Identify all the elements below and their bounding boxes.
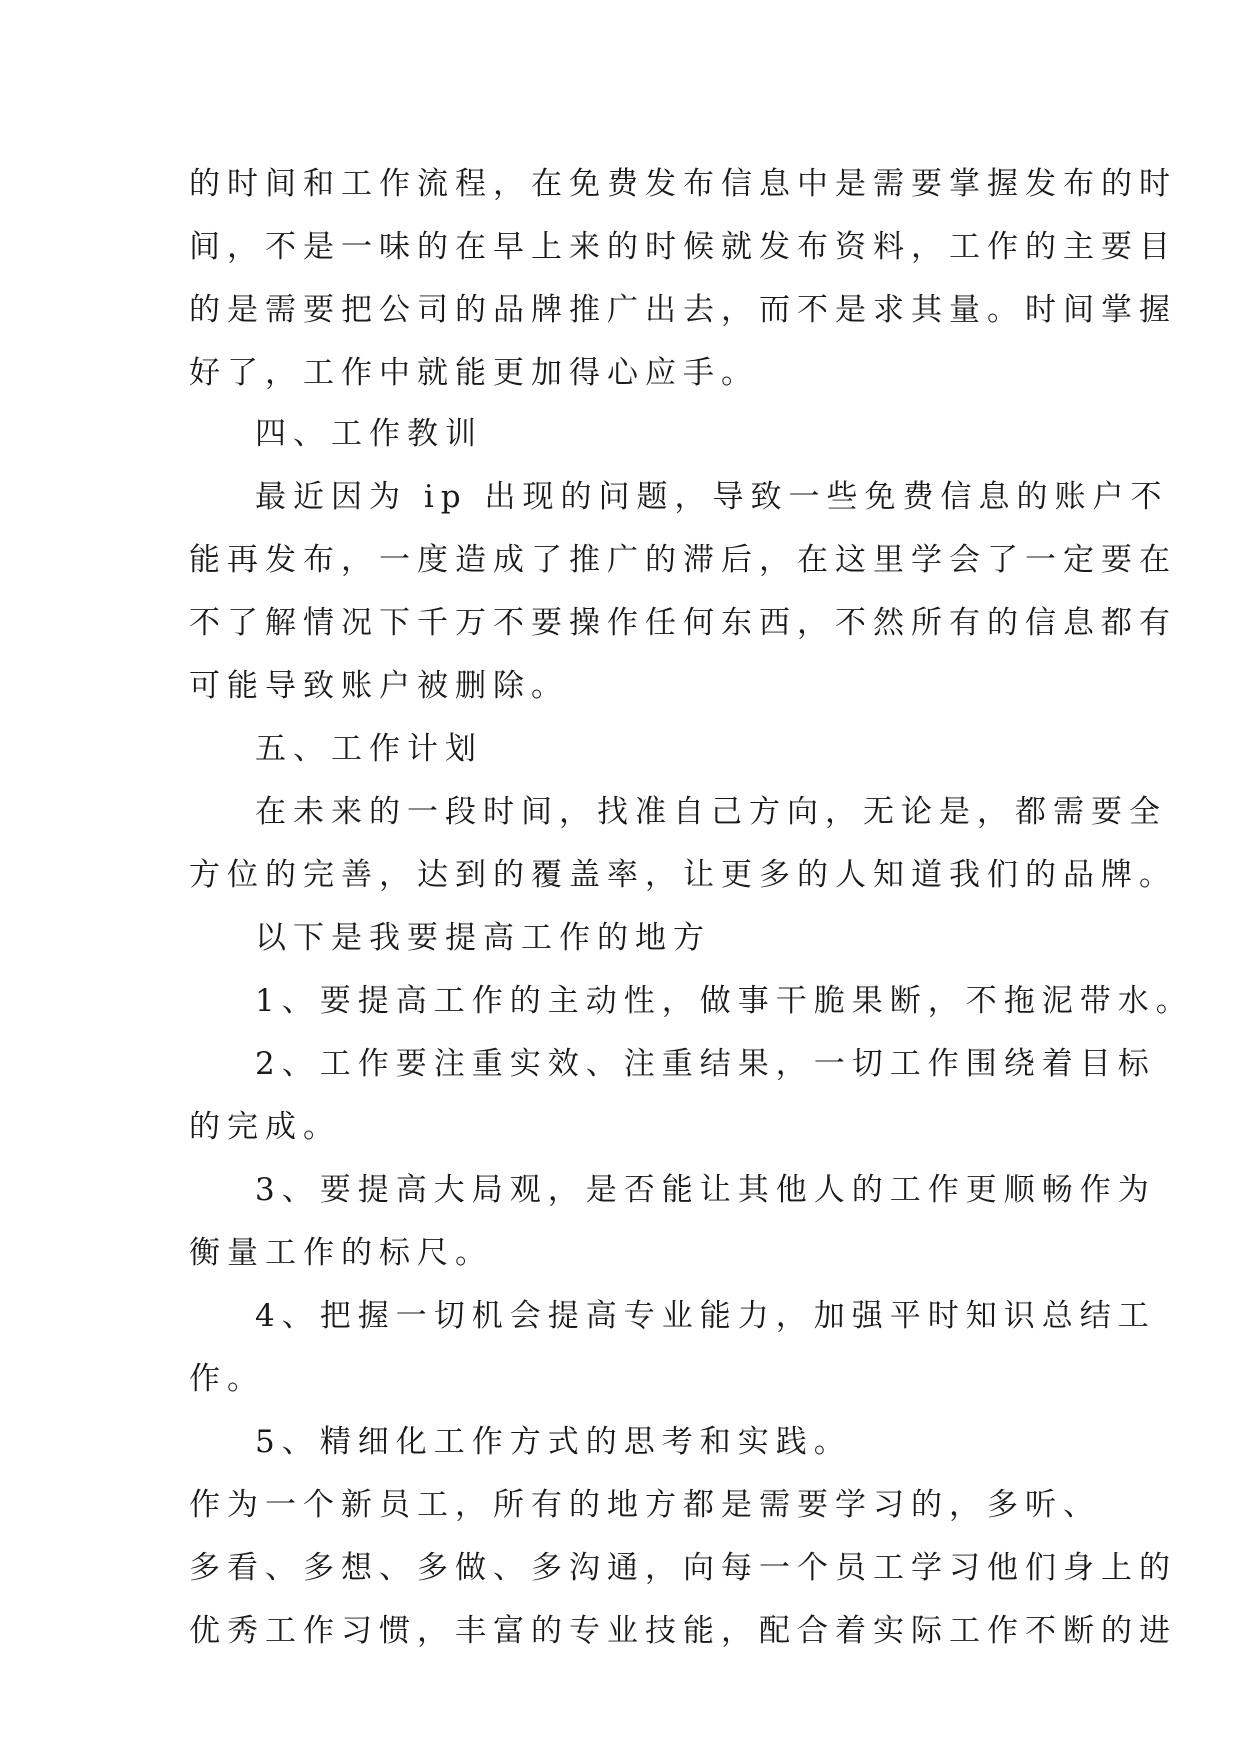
text-line: 衡量工作的标尺。	[189, 1235, 493, 1271]
text-line: 方位的完善，达到的覆盖率，让更多的人知道我们的品牌。	[189, 857, 1177, 893]
text-line: 不了解情况下千万不要操作任何东西，不然所有的信息都有	[189, 605, 1177, 641]
list-item: 5、精细化工作方式的思考和实践。	[255, 1424, 852, 1460]
text-line: 可能导致账户被删除。	[189, 668, 569, 704]
text-line: 间，不是一味的在早上来的时候就发布资料，工作的主要目	[189, 229, 1177, 265]
text-line: 作。	[189, 1361, 265, 1397]
list-item: 1、要提高工作的主动性，做事干脆果断，不拖泥带水。	[255, 983, 1194, 1019]
section-heading: 五、工作计划	[255, 731, 483, 767]
text-line: 在未来的一段时间，找准自己方向，无论是，都需要全	[255, 794, 1167, 830]
text-line: 的时间和工作流程，在免费发布信息中是需要掌握发布的时	[189, 166, 1177, 202]
list-item: 3、要提高大局观，是否能让其他人的工作更顺畅作为	[255, 1172, 1156, 1208]
text-line: 多看、多想、多做、多沟通，向每一个员工学习他们身上的	[189, 1550, 1177, 1586]
text-line: 最近因为 ip 出现的问题，导致一些免费信息的账户不	[255, 479, 1169, 515]
text-line: 优秀工作习惯，丰富的专业技能，配合着实际工作不断的进	[189, 1613, 1177, 1649]
text-line: 作为一个新员工，所有的地方都是需要学习的，多听、	[189, 1487, 1101, 1523]
text-line: 以下是我要提高工作的地方	[255, 920, 711, 956]
section-heading: 四、工作教训	[255, 416, 483, 452]
text-line: 好了，工作中就能更加得心应手。	[189, 355, 759, 391]
text-line: 的完成。	[189, 1109, 341, 1145]
list-item: 4、把握一切机会提高专业能力，加强平时知识总结工	[255, 1298, 1156, 1334]
text-line: 的是需要把公司的品牌推广出去，而不是求其量。时间掌握	[189, 292, 1177, 328]
text-line: 能再发布，一度造成了推广的滞后，在这里学会了一定要在	[189, 542, 1177, 578]
list-item: 2、工作要注重实效、注重结果，一切工作围绕着目标	[255, 1046, 1156, 1082]
